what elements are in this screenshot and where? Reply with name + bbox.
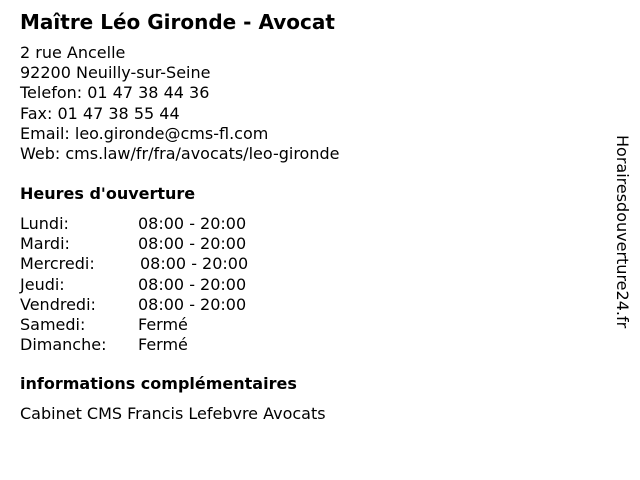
address-city: 92200 Neuilly-sur-Seine xyxy=(20,63,211,83)
hours-heading: Heures d'ouverture xyxy=(20,184,196,203)
hours-row-saturday xyxy=(20,315,340,335)
day-label: Mercredi: xyxy=(20,254,95,274)
day-label: Dimanche: xyxy=(20,335,107,355)
hours-table xyxy=(20,214,340,355)
day-label: Lundi: xyxy=(20,214,69,233)
hours-row-sunday xyxy=(20,335,340,355)
time-value: 08:00 - 20:00 xyxy=(138,274,247,294)
time-value: Fermé xyxy=(138,314,188,334)
address-street: 2 rue Ancelle xyxy=(20,43,126,62)
watermark xyxy=(612,135,634,370)
time-value: 08:00 - 20:00 xyxy=(138,294,247,314)
info-text: Cabinet CMS Francis Lefebvre Avocats xyxy=(20,404,326,423)
day-label: Vendredi: xyxy=(20,294,96,314)
day-label: Mardi: xyxy=(20,234,70,254)
contact-block xyxy=(20,43,339,164)
day-label: Samedi: xyxy=(20,314,86,334)
time-value: 08:00 - 20:00 xyxy=(138,234,247,254)
hours-row-thursday xyxy=(20,275,340,295)
hours-row-wednesday xyxy=(20,254,340,274)
time-value: 08:00 - 20:00 xyxy=(140,254,249,274)
time-value: Fermé xyxy=(138,335,188,355)
time-value: 08:00 - 20:00 xyxy=(138,214,247,233)
email-line: Email: leo.gironde@cms-fl.com xyxy=(20,123,269,143)
web-line: Web: cms.law/fr/fra/avocats/leo-gironde xyxy=(20,143,340,163)
day-label: Jeudi: xyxy=(20,274,65,294)
info-heading: informations complémentaires xyxy=(20,374,297,393)
page-title: Maître Léo Gironde - Avocat xyxy=(20,10,335,34)
phone-line: Telefon: 01 47 38 44 36 xyxy=(20,83,210,103)
fax-line: Fax: 01 47 38 55 44 xyxy=(20,103,180,123)
hours-row-monday xyxy=(20,214,340,234)
hours-row-friday xyxy=(20,295,340,315)
hours-row-tuesday xyxy=(20,234,340,254)
watermark-text: Horairesdouverture24.fr xyxy=(613,135,632,329)
